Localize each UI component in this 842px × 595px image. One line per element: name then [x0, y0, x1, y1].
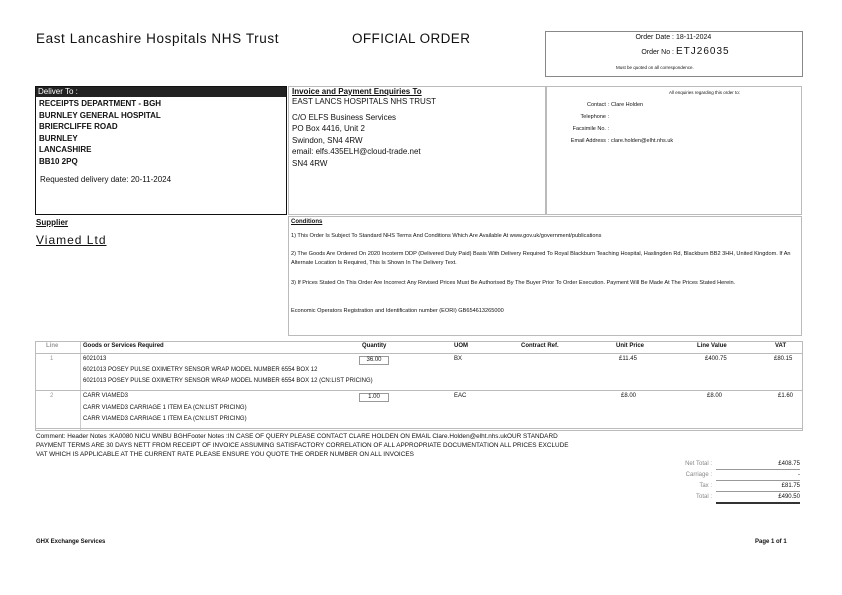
carriage-value: -	[798, 472, 800, 478]
deliver-line: BRIERCLIFFE ROAD	[39, 122, 118, 131]
deliver-line: LANCASHIRE	[39, 145, 92, 154]
tax-label: Tax :	[699, 483, 712, 489]
header-unit-price: Unit Price	[616, 343, 645, 349]
conditions-heading: Conditions	[291, 219, 323, 225]
contact-label: Contact :	[586, 102, 609, 108]
header-line-value: Line Value	[697, 343, 727, 349]
deliver-to-box	[35, 86, 287, 215]
row-1-vat: £80.15	[774, 356, 793, 362]
deliver-line: RECEIPTS DEPARTMENT - BGH	[39, 99, 162, 108]
row-1-desc-detail: 6021013 POSEY PULSE OXIMETRY SENSOR WRAP MODEL NUMBER 6554 BOX 12 (CN:LIST PRICING)	[83, 378, 373, 384]
comment-line: PAYMENT TERMS ARE 30 DAYS NETT FROM RECEIPT OF INVOICE ASSUMING SATISFACTORY CORRELATION OF ALL APPROPRIATE DOCUMENTATION ALL PRICES EXCLUDE	[36, 442, 569, 449]
row-2-unit-price: £8.00	[621, 393, 637, 399]
header-quantity: Quantity	[362, 343, 387, 349]
net-total-label: Net Total :	[685, 461, 712, 467]
order-no-value: ETJ26035	[676, 46, 730, 57]
row-1-line-value: £400.75	[705, 356, 727, 362]
row-1-desc: 6021013 POSEY PULSE OXIMETRY SENSOR WRAP MODEL NUMBER 6554 BOX 12	[83, 367, 318, 373]
row-divider	[36, 390, 802, 391]
totals-divider	[716, 480, 800, 481]
row-1-code: 6021013	[83, 356, 107, 362]
order-lines-table	[35, 341, 803, 431]
telephone-label: Telephone :	[580, 114, 609, 120]
contact-note: All enquiries regarding this order to:	[669, 90, 741, 95]
email-value: clare.holden@elht.nhs.uk	[611, 138, 674, 144]
invoice-line: Swindon, SN4 4RW	[292, 135, 363, 145]
deliver-line: BURNLEY GENERAL HOSPITAL	[39, 110, 161, 120]
invoice-line: PO Box 4416, Unit 2	[292, 124, 365, 133]
row-2-uom: EAC	[454, 393, 467, 399]
row-2-line-value: £8.00	[707, 393, 723, 399]
eori-number: Economic Operators Registration and Identification number (EORI) GB654613265000	[291, 308, 504, 314]
document-title: OFFICIAL ORDER	[352, 31, 471, 46]
comment-line: Comment: Header Notes :KA0080 NICU WNBU BGHFooter Notes :IN CASE OF QUERY PLEASE CONTACT CLARE HOLDEN ON EMAIL Clare.Holden@elht.nhs.ukOUR STANDARD	[36, 433, 558, 440]
header-line: Line	[46, 343, 59, 349]
comment-line: VAT WHICH IS APPLICABLE AT THE CURRENT RATE PLEASE ENSURE YOU QUOTE THE ORDER NUMBER ON ALL INVOICES	[36, 451, 414, 458]
footer-service-name: GHX Exchange Services	[36, 539, 106, 545]
condition-1: 1) This Order Is Subject To Standard NHS Terms And Conditions Which Are Available At www.gov.uk/government/publications	[291, 233, 602, 239]
row-divider	[36, 353, 802, 354]
net-total-value: £408.75	[778, 461, 800, 467]
supplier-label: Supplier	[36, 218, 69, 227]
supplier-name: Viamed Ltd	[36, 233, 107, 247]
tax-value: £81.75	[781, 483, 800, 489]
totals-divider	[716, 469, 800, 470]
row-1-line: 1	[50, 356, 54, 362]
organisation-name: East Lancashire Hospitals NHS Trust	[36, 31, 280, 46]
order-comment	[36, 432, 736, 459]
row-2-line: 2	[50, 393, 54, 399]
row-2-code: CARR VIAMED3	[83, 393, 129, 399]
facsimile-label: Facsimile No. :	[572, 126, 609, 132]
row-1-quantity: 36.00	[359, 356, 389, 365]
contact-box	[546, 86, 802, 215]
invoice-line: C/O ELFS Business Services	[292, 112, 397, 122]
deliver-address	[36, 97, 286, 168]
column-divider	[80, 342, 81, 430]
deliver-to-heading: Deliver To :	[36, 87, 286, 97]
header-goods: Goods or Services Required	[83, 343, 164, 349]
invoice-address	[292, 96, 542, 169]
conditions-box	[288, 216, 802, 336]
invoice-heading: Invoice and Payment Enquiries To	[292, 87, 422, 96]
order-no-label: Order No :	[641, 49, 674, 56]
requested-delivery-date: Requested delivery date: 20-11-2024	[40, 175, 172, 184]
invoice-email: email: elfs.435ELH@cloud-trade.net	[292, 147, 421, 156]
deliver-line: BB10 2PQ	[39, 156, 78, 166]
total-value: £490.50	[778, 494, 800, 500]
header-vat: VAT	[775, 343, 787, 349]
order-info-box	[545, 31, 803, 77]
total-underline	[716, 502, 800, 504]
order-date-value: 18-11-2024	[676, 34, 712, 41]
row-1-uom: BX	[454, 356, 463, 362]
totals-divider	[716, 491, 800, 492]
email-label: Email Address :	[570, 138, 609, 144]
header-contract-ref: Contract Ref.	[521, 343, 559, 349]
invoice-box	[288, 86, 546, 215]
row-divider	[36, 428, 802, 429]
condition-2: 2) The Goods Are Ordered On 2020 Incoterm DDP (Delivered Duty Paid) Basis With Delivery Required To Royal Blackburn Teaching Hospital, Haslingden Rd, Blackburn BB2 3HH, United Kingdom. If An Alternate Location Is Required, This Is Shown In The Delivery Text.	[291, 251, 791, 266]
header-uom: UOM	[454, 343, 468, 349]
contact-value: Clare Holden	[611, 102, 644, 108]
condition-3: 3) If Prices Stated On This Order Are Incorrect Any Revised Prices Must Be Authorised By The Buyer Prior To Order Execution. Payment Will Be Made At The Prices Stated Herein.	[291, 280, 736, 286]
invoice-line: EAST LANCS HOSPITALS NHS TRUST	[292, 97, 437, 106]
row-1-unit-price: £11.45	[619, 356, 637, 362]
row-2-vat: £1.60	[778, 393, 794, 399]
row-2-desc-detail: CARR VIAMED3 CARRIAGE 1 ITEM EA (CN:LIST PRICING)	[83, 416, 247, 422]
carriage-label: Carriage :	[685, 472, 712, 478]
total-label: Total :	[695, 494, 712, 500]
page-number: Page 1 of 1	[755, 539, 787, 545]
row-2-quantity: 1.00	[359, 393, 389, 402]
row-2-desc: CARR VIAMED3 CARRIAGE 1 ITEM EA (CN:LIST PRICING)	[83, 405, 247, 411]
deliver-line: BURNLEY	[39, 133, 78, 143]
order-date-label: Order Date :	[635, 34, 674, 41]
order-note: Must be quoted on all correspondence.	[616, 65, 694, 70]
invoice-line: SN4 4RW	[292, 158, 328, 168]
